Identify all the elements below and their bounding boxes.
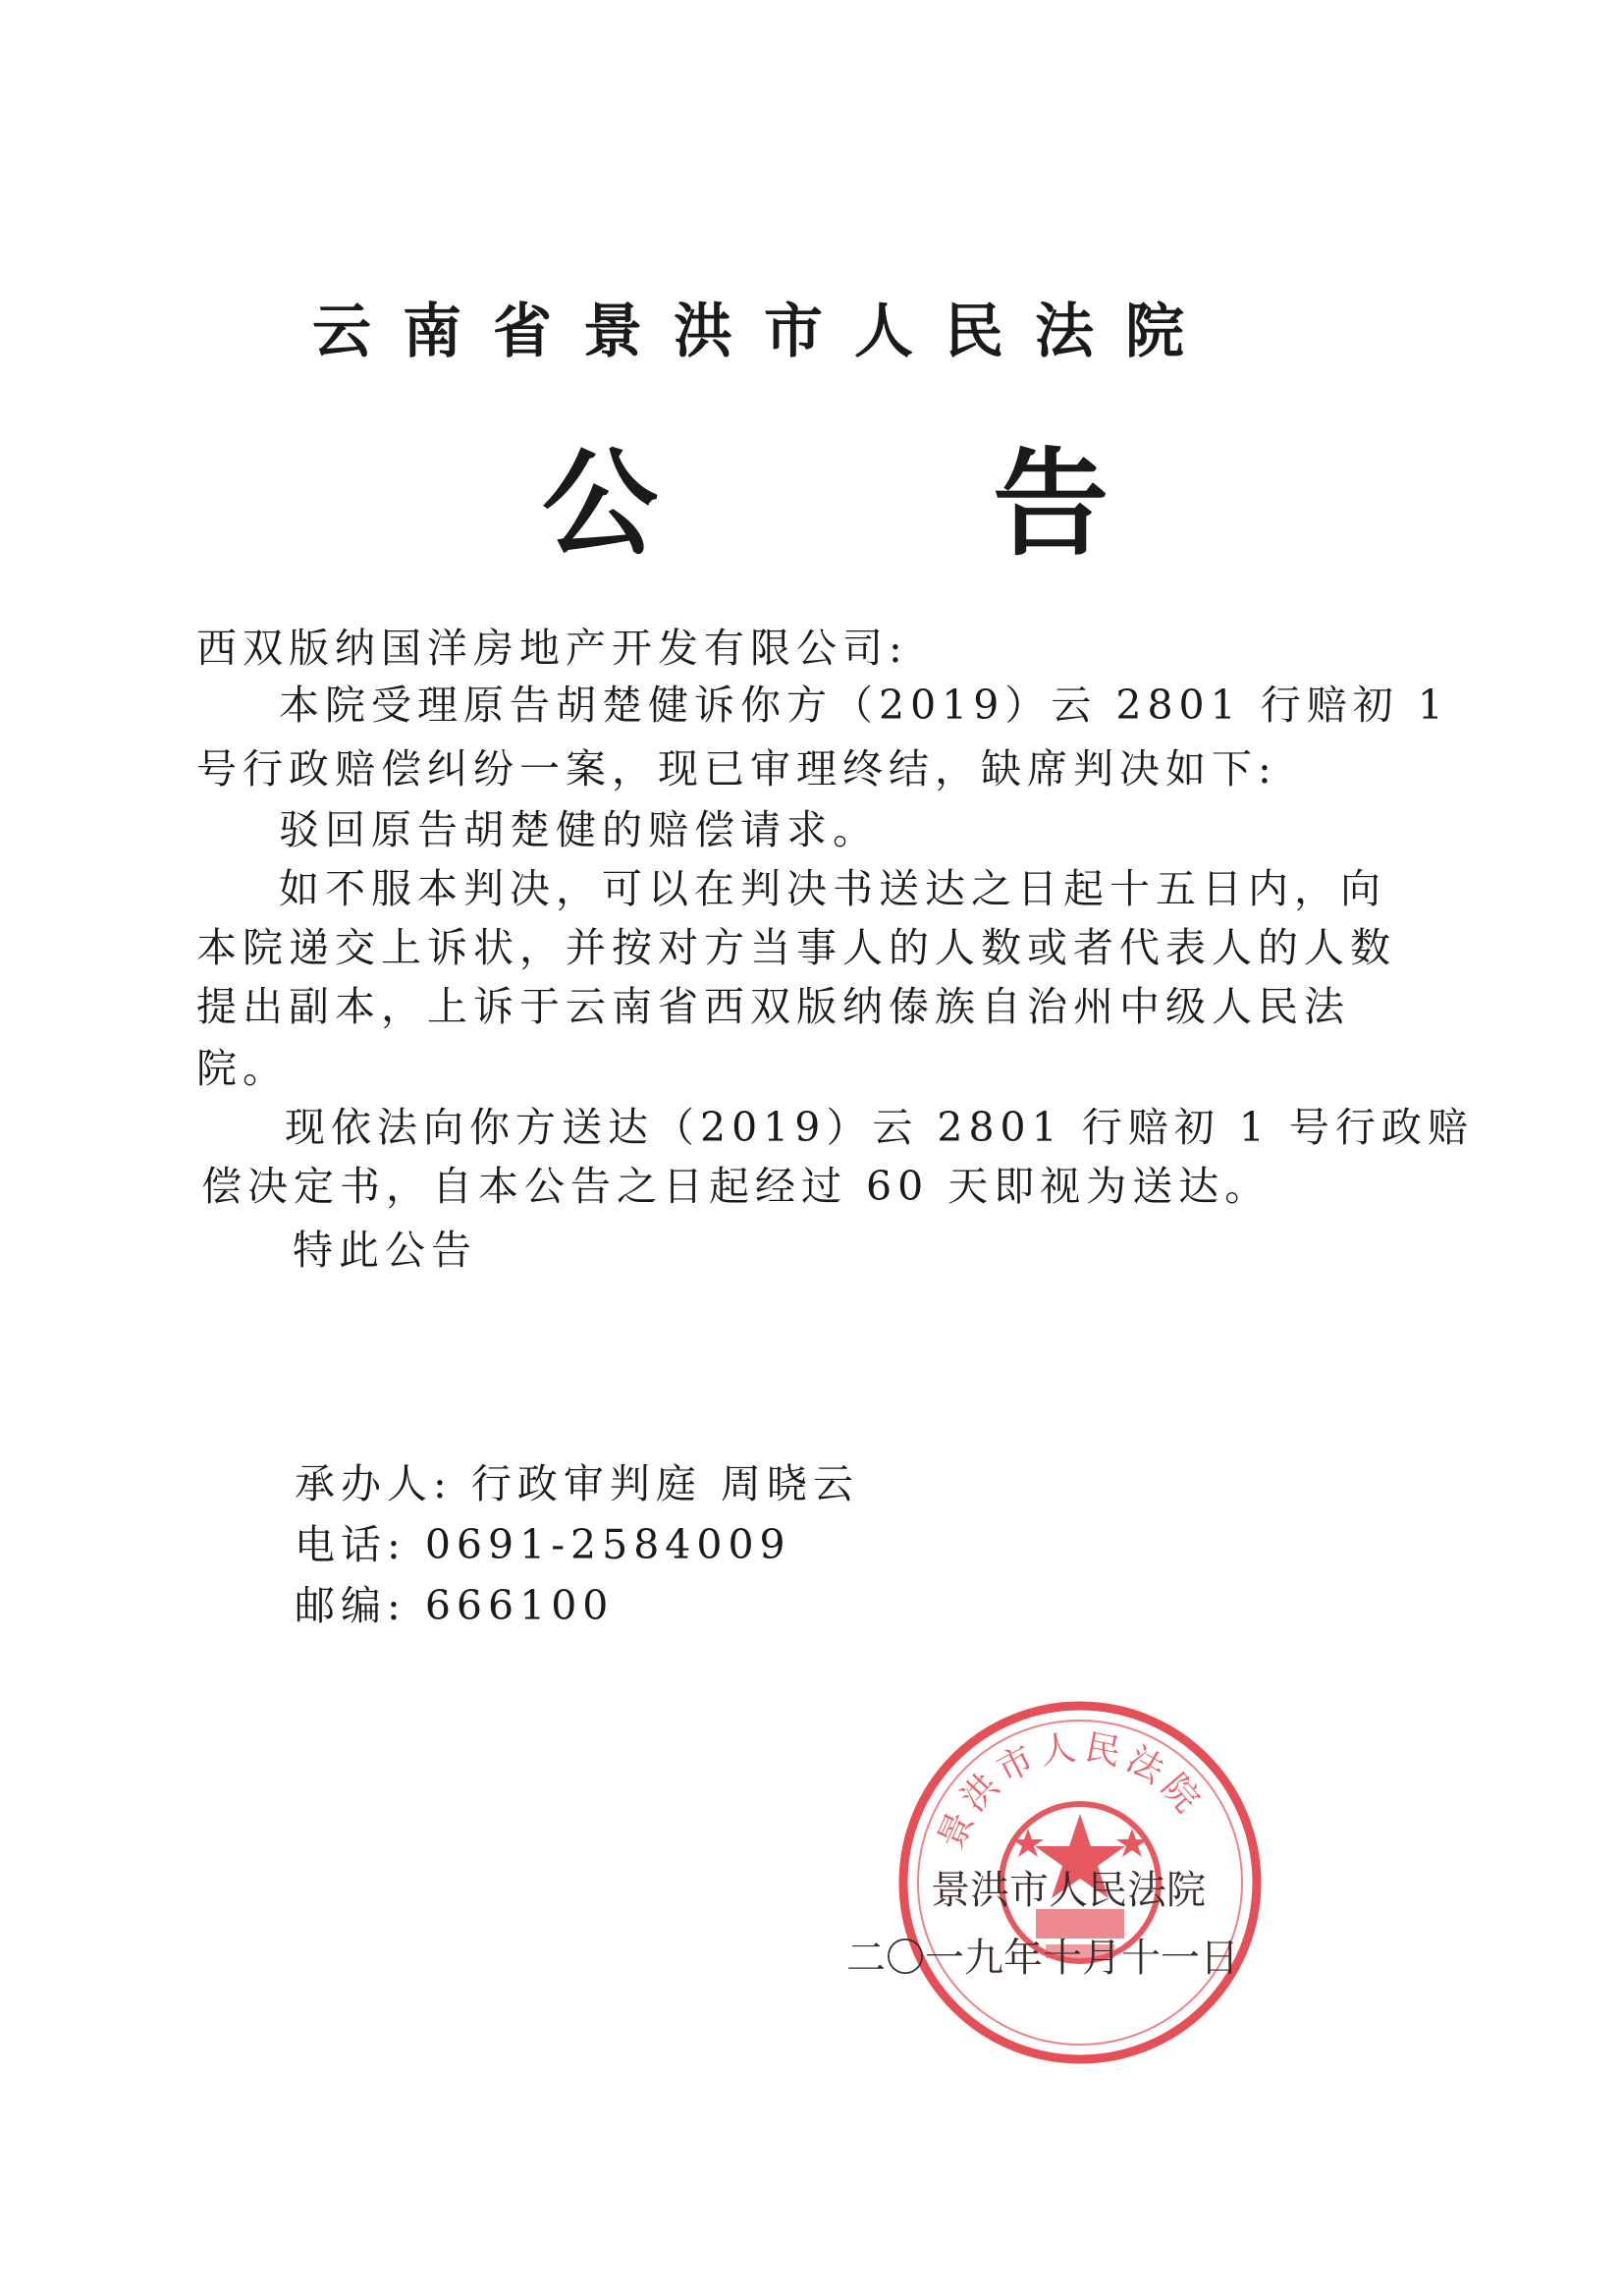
paragraph-4-line-2: 偿决定书，自本公告之日起经过 60 天即视为送达。 [201,1163,1271,1210]
seal-inscription: 景洪市人民法院 [931,1726,1212,1855]
paragraph-1-line-2: 号行政赔偿纠纷一案，现已审理终结，缺席判决如下: [196,745,1277,793]
paragraph-1-line-1: 本院受理原告胡楚健诉你方（2019）云 2801 行赔初 1 [279,682,1449,729]
signing-court-name: 景洪市人民法院 [931,1868,1206,1913]
paragraph-4-line-1: 现依法向你方送达（2019）云 2801 行赔初 1 号行政赔 [285,1104,1474,1151]
contact-phone: 电话: 0691-2584009 [295,1521,791,1568]
paragraph-2: 驳回原告胡楚健的赔偿请求。 [279,806,879,853]
closing-line: 特此公告 [293,1227,477,1274]
paragraph-3-line-2: 本院递交上诉状，并按对方当事人的人数或者代表人的人数 [196,924,1396,971]
paragraph-3-line-3: 提出副本，上诉于云南省西双版纳傣族自治州中级人民法 [196,983,1350,1030]
paragraph-3-line-4: 院。 [196,1045,289,1092]
paragraph-3-line-1: 如不服本判决，可以在判决书送达之日起十五日内，向 [279,865,1386,912]
contact-postcode: 邮编: 666100 [295,1582,615,1629]
signing-date: 二〇一九年十月十一日 [846,1936,1239,1981]
notice-title: 公 告 [542,436,1257,572]
contact-handler: 承办人: 行政审判庭 周晓云 [295,1460,859,1507]
addressee: 西双版纳国洋房地产开发有限公司: [196,625,908,672]
court-heading: 云南省景洪市人民法院 [312,298,1216,366]
